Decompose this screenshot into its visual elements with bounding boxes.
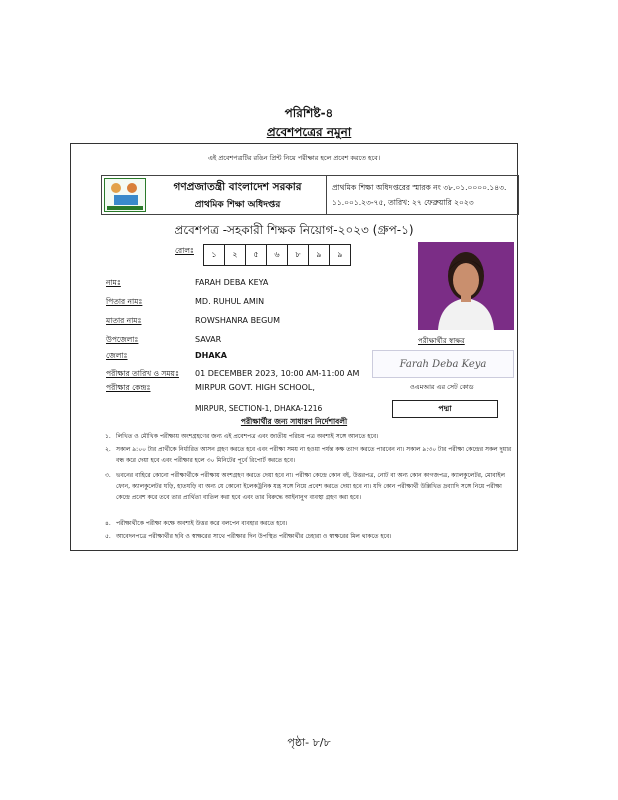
rule-number: ৪. — [105, 520, 111, 527]
rule-item: ভবনের বাহিরে কোনো পরীক্ষার্থীকে পরীক্ষায় অংশগ্রহণ করতে দেয়া হবে না। পরীক্ষা কেন্দ্রে কোন বই, উত্তরপত্র, নোট বা অন্য কোন কাগজপত্র, ক্যালকুলেটর, মোবাইল ফোন, ক্যালকুলেটর ঘড়ি, হাতঘড়ি বা অন্য যে কোনো ইলেকট্রনিক যন্ত্র সঙ্গে নিয়ে প্রবেশ করতে দেয়া হবে না। যদি কোন পরীক্ষার্থী উল্লিখিত দ্রব্যাদি সঙ্গে নিয়ে পরীক্ষা কেন্দ্রে প্রবেশ করে তবে তার প্রার্থিতা বাতিল করা হবে এবং তার বিরুদ্ধে আইনানুগ ব্যবস্থা গ্রহণ করা হবে। — [116, 472, 505, 501]
roll-digit: ১ — [203, 244, 225, 266]
card-title: প্রবেশপত্র -সহকারী শিক্ষক নিয়োগ-২০২৩ (গ্রুপ-১) — [174, 223, 414, 237]
candidate-signature: Farah Deba Keya — [372, 350, 514, 378]
rule-number: ৩. — [105, 472, 111, 479]
set-code-value: পদ্মা — [392, 400, 498, 418]
name-label: নামঃ — [106, 278, 121, 287]
roll-label: রোলঃ — [175, 246, 194, 255]
roll-digit: ৫ — [245, 244, 267, 266]
roll-number — [204, 244, 351, 266]
roll-digit: ৯ — [308, 244, 330, 266]
center-value-line1: MIRPUR GOVT. HIGH SCHOOL, — [195, 383, 315, 392]
upazila-value: SAVAR — [195, 335, 222, 344]
candidate-photo — [418, 242, 514, 330]
name-value: FARAH DEBA KEYA — [195, 278, 269, 287]
roll-digit: ৬ — [266, 244, 288, 266]
roll-digit: ৯ — [329, 244, 351, 266]
memo-line-1: প্রাথমিক শিক্ষা অধিদপ্তরের স্মারক নং ৩৮.০১.০০০০.১৪৩. — [332, 183, 507, 192]
father-value: MD. RUHUL AMIN — [195, 297, 265, 306]
header-divider — [326, 175, 327, 215]
rule-number: ২. — [105, 446, 111, 453]
mother-value: ROWSHANRA BEGUM — [195, 316, 281, 325]
center-value-line2: MIRPUR, SECTION-1, DHAKA-1216 — [195, 404, 323, 413]
memo-line-2: ১১.০০১.২৩-৭৫, তারিখ: ২৭ ফেব্রুয়ারি ২০২৩ — [332, 198, 474, 207]
dpe-logo-icon — [104, 178, 146, 212]
rules-title: পরীক্ষার্থীর জন্য সাধারণ নির্দেশাবলী — [240, 417, 348, 426]
annex-subtitle: প্রবেশপত্রের নমুনা — [266, 125, 352, 139]
rule-number: ৫. — [105, 533, 111, 540]
roll-digit: ২ — [224, 244, 246, 266]
father-label: পিতার নামঃ — [106, 297, 143, 306]
signature-label: পরীক্ষার্থীর স্বাক্ষর — [418, 337, 465, 345]
rule-number: ১. — [105, 433, 111, 440]
page-number: পৃষ্ঠা- ৮/৮ — [287, 736, 331, 749]
annex-title: পরিশিষ্ট-৪ — [284, 106, 334, 120]
rule-item: পরীক্ষার্থীকে পরীক্ষা কক্ষে অবশ্যই উত্তর করে বলপেন ব্যবহার করতে হবে। — [116, 520, 288, 527]
top-instruction: এই প্রবেশপত্রটির রঙিন প্রিন্ট নিয়ে পরীক্ষার হলে প্রবেশ করতে হবে। — [207, 154, 381, 162]
mother-label: মাতার নামঃ — [106, 316, 142, 325]
district-label: জেলাঃ — [106, 351, 128, 360]
gov-title: গণপ্রজাতন্ত্রী বাংলাদেশ সরকার — [173, 181, 302, 193]
datetime-value: 01 DECEMBER 2023, 10:00 AM-11:00 AM — [195, 369, 360, 378]
center-label: পরীক্ষার কেন্দ্রঃ — [106, 383, 151, 392]
datetime-label: পরীক্ষার তারিখ ও সময়ঃ — [106, 369, 179, 378]
rule-item: আবেদনপত্রে পরীক্ষার্থীর ছবি ও স্বাক্ষরের সাথে পরীক্ষার দিন উপস্থিত পরীক্ষার্থীর চেহারা ও স্বাক্ষরের মিল থাকতে হবে। — [116, 533, 392, 540]
set-code-label: ওএমআর এর সেট কোড — [410, 383, 474, 391]
roll-digit: ৮ — [287, 244, 309, 266]
gov-subtitle: প্রাথমিক শিক্ষা অধিদপ্তর — [194, 200, 281, 210]
upazila-label: উপজেলাঃ — [106, 335, 139, 344]
rule-item: সকাল ৯:০০ টার প্রার্থীকে নির্ধারিত আসন গ্রহণ করতে হবে এবং পরীক্ষা সময় না হওয়া পর্যন্ত কক্ষ ত্যাগ করতে পারবেন না। সকাল ৯:৩০ টার পরীক্ষা কেন্দ্রের সকল দুয়ার বন্ধ করে দেয়া হবে এবং পরীক্ষার হলে ৩০ মিনিটের পূর্বে রিপোর্ট করতে হবে। — [116, 446, 512, 464]
district-value: DHAKA — [195, 351, 227, 360]
rule-item: লিখিত ও মৌখিক পরীক্ষায় অংশগ্রহণের জন্য এই প্রবেশপত্র এবং জাতীয় পরিচয় পত্র অবশ্যই সঙ্গে আনতে হবে। — [116, 433, 379, 440]
